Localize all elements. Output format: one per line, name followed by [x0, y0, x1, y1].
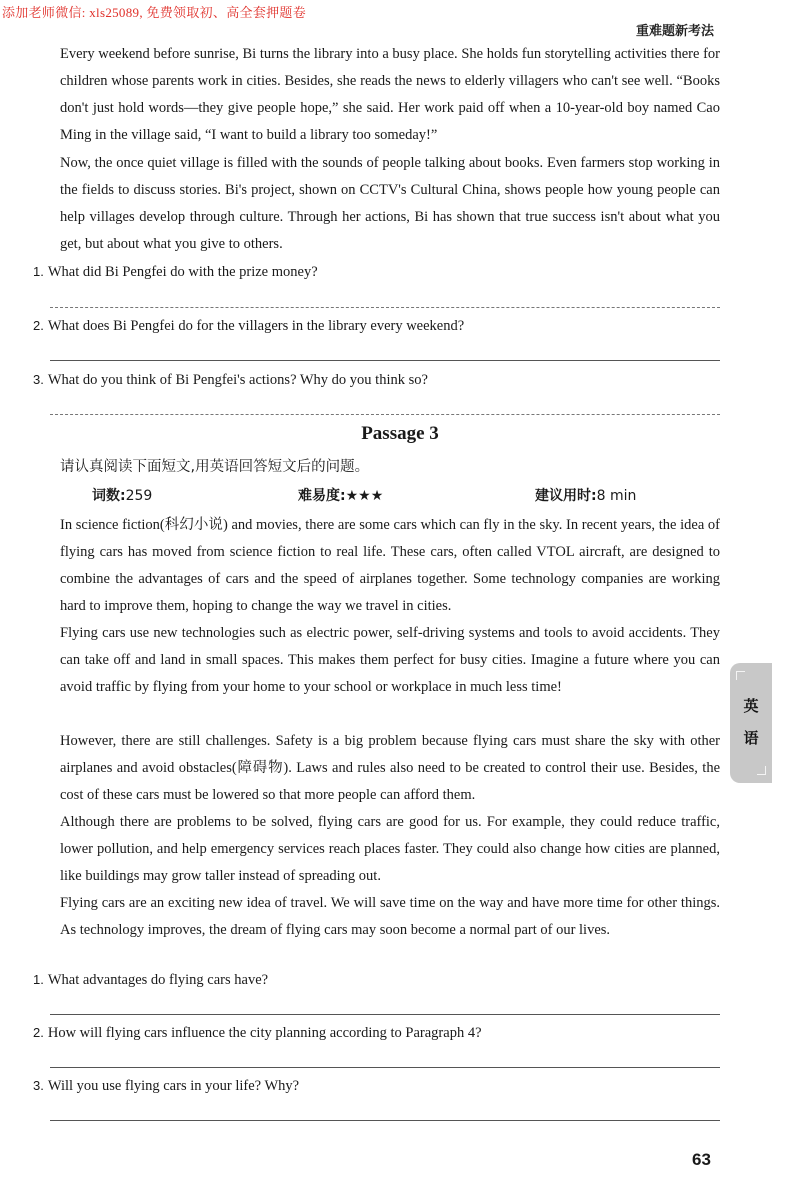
p2-question-3	[33, 370, 428, 390]
word-count-label: 词数:	[92, 488, 126, 504]
question-number: 3.	[33, 1078, 44, 1093]
p3-question-2	[33, 1023, 482, 1043]
p3-paragraph-5: Flying cars are an exciting new idea of travel. We will save time on the way and have more time for other things. As technology improves, the dream of flying cars may soon become a normal part of our lives.	[60, 895, 720, 938]
p3-question-3	[33, 1076, 299, 1096]
answer-line[interactable]	[50, 307, 720, 308]
subject-char-2: 语	[743, 729, 759, 747]
difficulty-stars: ★★★	[345, 488, 384, 504]
p3-paragraph-3: However, there are still challenges. Safety is a big problem because flying cars must share the sky with other airplanes and avoid obstacles(障碍物). Laws and rules also need to be created to control their use. Besides, the cost of these cars must be lowered so that more people can afford them.	[60, 733, 720, 803]
question-number: 2.	[33, 1025, 44, 1040]
question-text: What does Bi Pengfei do for the villagers in the library every weekend?	[47, 318, 465, 334]
p2-paragraph-1: Every weekend before sunrise, Bi turns the library into a busy place. She holds fun storytelling activities there for children whose parents work in cities. Besides, she reads the news to elderly villagers who can't see well. “Books don't just hold words—they give people hope,” she said. Her work paid off when a 10-year-old boy named Cao Ming in the village said, “I want to build a library too someday!”	[60, 46, 720, 143]
p3-question-1	[33, 970, 268, 990]
question-text: What did Bi Pengfei do with the prize money?	[47, 264, 318, 280]
suggested-time	[535, 485, 636, 505]
p2-question-2	[33, 316, 464, 336]
p3-paragraph-4: Although there are problems to be solved, flying cars are good for us. For example, they could reduce traffic, lower pollution, and help emergency services reach places faster. They could also change how cities are planned, like buildings may grow taller instead of spreading out.	[60, 814, 720, 884]
watermark: 添加老师微信: xls25089, 免费领取初、高全套押题卷	[2, 5, 307, 20]
difficulty	[298, 485, 383, 505]
question-number: 1.	[33, 972, 44, 987]
p3-paragraph-2: Flying cars use new technologies such as electric power, self-driving systems and tools to avoid accidents. They can take off and land in small spaces. This makes them perfect for busy cities. Imagine a future where you can avoid traffic by flying from your home to your school or workplace in much less time!	[60, 625, 720, 695]
instruction: 请认真阅读下面短文,用英语回答短文后的问题。	[60, 459, 370, 475]
subject-char-1: 英	[743, 697, 759, 715]
difficulty-label: 难易度:	[298, 488, 346, 504]
word-count	[92, 485, 152, 505]
answer-line[interactable]	[50, 414, 720, 415]
question-text: Will you use flying cars in your life? Why?	[47, 1078, 300, 1094]
header-tag: 重难题新考法	[635, 24, 714, 39]
page-number: 63	[692, 1150, 711, 1169]
time-label: 建议用时:	[535, 488, 597, 504]
question-text: What advantages do flying cars have?	[47, 972, 269, 988]
time-value: 8 min	[596, 488, 637, 504]
p3-paragraph-1: In science fiction(科幻小说) and movies, there are some cars which can fly in the sky. In recent years, the idea of flying cars has moved from science fiction to real life. These cars, often called VTOL aircraft, are designed to combine the advantages of cars and the speed of airplanes together. Some technology companies are working hard to improve them, hoping to change the way we travel in cities.	[60, 517, 720, 614]
answer-line[interactable]	[50, 1120, 720, 1121]
answer-line[interactable]	[50, 1067, 720, 1068]
answer-line[interactable]	[50, 360, 720, 361]
word-count-value: 259	[125, 488, 153, 504]
question-number: 3.	[33, 372, 44, 387]
passage-title: Passage 3	[361, 423, 439, 444]
question-text: How will flying cars influence the city planning according to Paragraph 4?	[47, 1025, 482, 1041]
question-number: 2.	[33, 318, 44, 333]
question-text: What do you think of Bi Pengfei's actions? Why do you think so?	[47, 372, 428, 388]
p2-question-1	[33, 262, 318, 282]
answer-line[interactable]	[50, 1014, 720, 1015]
question-number: 1.	[33, 264, 44, 279]
p2-paragraph-2: Now, the once quiet village is filled with the sounds of people talking about books. Even farmers stop working in the fields to discuss stories. Bi's project, shown on CCTV's Cultural China, shows people how young people can help villages develop through culture. Through her actions, Bi has shown that true success isn't about what you get, but about what you give to others.	[60, 155, 720, 252]
subject-tab	[730, 663, 772, 783]
